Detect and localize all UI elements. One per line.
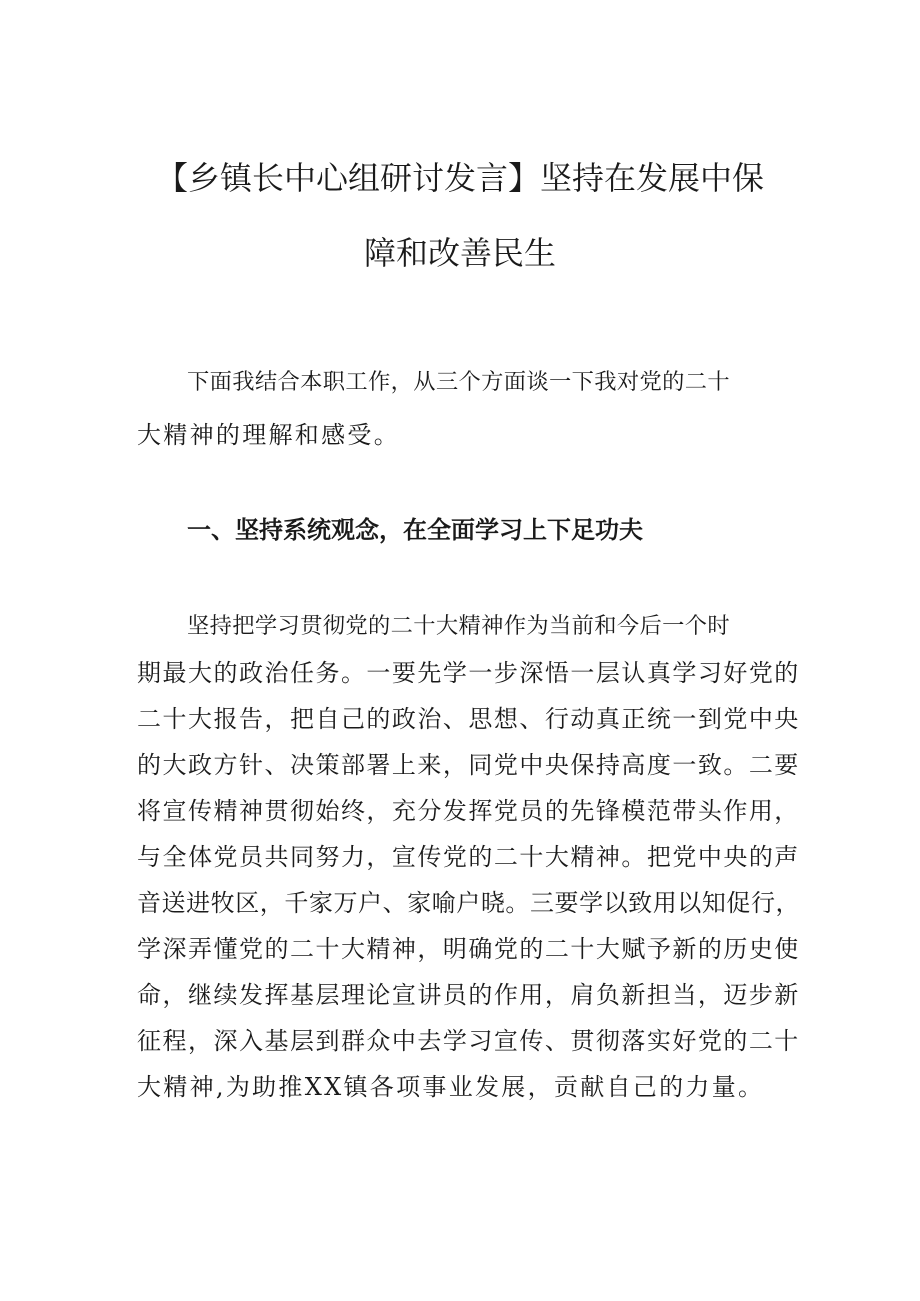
document-title-line-1: 【乡镇长中心组研讨发言】坚持在发展中保 [155, 159, 764, 197]
section-1-line-2: 期最大的政治任务。一要先学一步深悟一层认真学习好党的 [137, 659, 800, 687]
section-1-line-7: 音送进牧区，千家万户、家喻户晓。三要学以致用以知促行， [137, 889, 801, 917]
section-1-line-3: 二十大报告，把自己的政治、思想、行动真正统一到党中央 [137, 705, 800, 733]
section-1-line-10: 征程，深入基层到群众中去学习宣传、贯彻落实好党的二十 [137, 1027, 800, 1055]
section-1-line-11: 大精神,为助推XX镇各项事业发展，贡献自己的力量。 [137, 1073, 765, 1101]
section-1-line-9: 命，继续发挥基层理论宣讲员的作用，肩负新担当，迈步新 [137, 981, 800, 1009]
intro-line-1: 下面我结合本职工作，从三个方面谈一下我对党的二十 [187, 369, 730, 395]
intro-line-2: 大精神的理解和感受。 [137, 421, 400, 449]
section-1-line-4: 的大政方针、决策部署上来，同党中央保持高度一致。二要 [137, 751, 800, 779]
section-1-line-1: 坚持把学习贯彻党的二十大精神作为当前和今后一个时 [187, 613, 730, 639]
section-1-line-5: 将宣传精神贯彻始终，充分发挥党员的先锋模范带头作用， [137, 797, 800, 825]
section-1-line-6: 与全体党员共同努力，宣传党的二十大精神。把党中央的声 [137, 843, 800, 871]
section-1-line-8: 学深弄懂党的二十大精神，明确党的二十大赋予新的历史使 [137, 935, 800, 963]
document-title-line-2: 障和改善民生 [363, 234, 556, 272]
section-1-heading: 一、坚持系统观念，在全面学习上下足功夫 [187, 516, 643, 544]
